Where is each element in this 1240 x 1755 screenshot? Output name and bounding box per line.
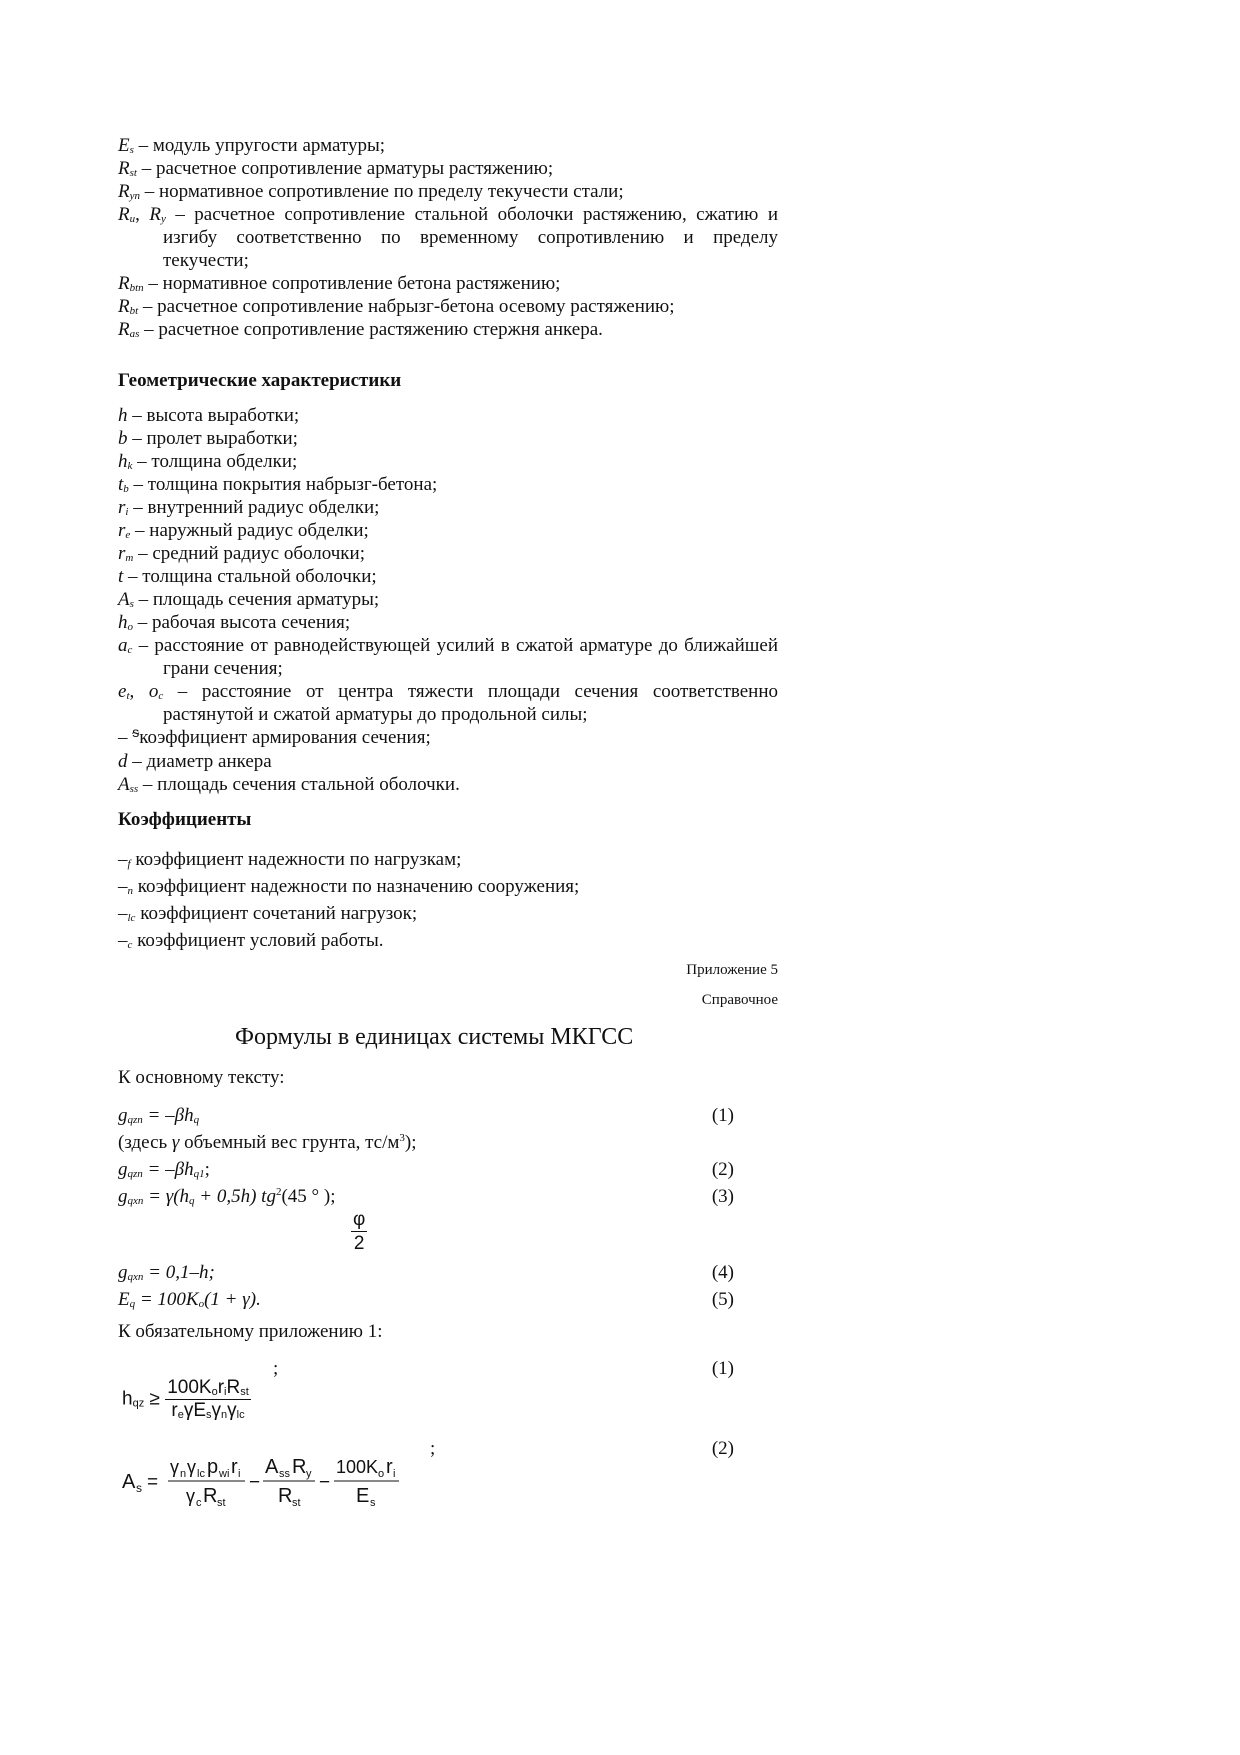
definition: – нормативное сопротивление по пределу текучести стали; xyxy=(140,181,624,202)
formulas-block xyxy=(118,1104,734,1315)
definition: – модуль упругости арматуры; xyxy=(133,135,386,156)
symbol: r xyxy=(118,543,126,564)
formula-number: (1) xyxy=(711,1358,734,1379)
definition: – расчетное сопротивление арматуры растяжению; xyxy=(136,158,554,179)
svg-text:−: − xyxy=(319,1472,331,1493)
subscript: lc xyxy=(127,912,136,924)
list-item xyxy=(118,773,778,796)
formula-number: (3) xyxy=(711,1186,734,1207)
subscript: qzn xyxy=(127,1168,143,1180)
symbol: R xyxy=(118,158,130,179)
formula-line xyxy=(118,1288,734,1315)
symbol: t xyxy=(118,474,124,495)
definition: – расстояние от центра тяжести площади сечения соответственно растянутой и сжатой арматуры до продольной силы; xyxy=(163,681,779,725)
subscript: qxn xyxy=(127,1271,144,1283)
symbol: E xyxy=(118,135,130,156)
list-item xyxy=(118,927,778,954)
definition: – расстояние от равнодействующей усилий в сжатой арматуре до ближайшей грани сечения; xyxy=(132,635,778,679)
note-text: объемный вес грунта, тс/м xyxy=(179,1132,400,1153)
svg-text:p: p xyxy=(207,1456,219,1478)
svg-text:i: i xyxy=(238,1468,241,1480)
formula-tail: + 0,5h) tg xyxy=(194,1186,276,1207)
list-item xyxy=(118,846,778,873)
list-item xyxy=(118,900,778,927)
subscript: c xyxy=(127,644,133,656)
note-text: ); xyxy=(404,1132,417,1153)
subscript: i xyxy=(224,1386,227,1398)
svg-text:r: r xyxy=(231,1456,238,1478)
symbol: R xyxy=(118,204,130,225)
term: r xyxy=(171,1400,178,1421)
list-item xyxy=(118,634,778,680)
svg-text:lc: lc xyxy=(197,1468,205,1480)
formula-lhs: g xyxy=(118,1105,128,1126)
gamma-symbol: γ xyxy=(171,1132,180,1153)
list-item: $R_u$, $R_y$ – расчетное сопротивление стальной оболочки растяжению, сжатию и изгибу соответственно по временному сопротивлению и пределу текучести; xyxy=(118,204,778,271)
definition: – высота выработки; xyxy=(127,405,300,426)
formula-number: (2) xyxy=(711,1159,734,1180)
formula-lhs: g xyxy=(118,1159,128,1180)
svg-text:R: R xyxy=(203,1485,218,1507)
svg-text:wi: wi xyxy=(219,1468,230,1480)
subscript: f xyxy=(127,858,131,870)
subscript: k xyxy=(127,460,133,472)
fraction-top: φ xyxy=(353,1209,366,1230)
definition: коэффициент надежности по нагрузкам; xyxy=(130,849,462,870)
list-item xyxy=(118,519,778,542)
symbol: – xyxy=(118,876,128,897)
fraction xyxy=(165,1377,251,1422)
formula-line xyxy=(118,1261,734,1288)
symbol: r xyxy=(118,520,126,541)
formula-lhs: g xyxy=(118,1186,128,1207)
subscript: c xyxy=(127,939,133,951)
subscript: o xyxy=(127,621,133,633)
subscript: bt xyxy=(129,305,139,317)
subscript: s xyxy=(129,144,134,156)
appendix1-formula-2 xyxy=(118,1437,734,1527)
subscript: b xyxy=(123,483,129,495)
subscript: u xyxy=(129,213,136,225)
svg-text:γ: γ xyxy=(187,1457,196,1477)
list-item xyxy=(118,496,778,519)
definition: – внутренний радиус обделки; xyxy=(128,497,380,518)
list-item xyxy=(118,295,778,318)
list-item xyxy=(118,404,778,427)
subscript: t xyxy=(126,690,130,702)
symbol: b xyxy=(118,428,128,449)
geometry-list xyxy=(118,404,778,796)
svg-text:y: y xyxy=(306,1468,312,1480)
svg-text:r: r xyxy=(386,1456,393,1478)
appendix-status: Справочное xyxy=(701,992,778,1008)
symbol: e xyxy=(118,681,127,702)
list-item xyxy=(118,450,778,473)
list-item xyxy=(118,873,778,900)
formula-note xyxy=(118,1131,734,1158)
svg-text:100K: 100K xyxy=(336,1457,379,1477)
svg-text:A: A xyxy=(265,1456,279,1478)
formula-line xyxy=(118,1185,734,1261)
list-item xyxy=(118,157,778,180)
main-text-intro: К основному тексту: xyxy=(118,1067,285,1088)
formula-tail: (45 ° ); xyxy=(281,1186,336,1207)
subscript: qxn xyxy=(127,1195,144,1207)
list-item xyxy=(118,588,778,611)
formula-expression xyxy=(118,1451,458,1513)
term: 100K xyxy=(167,1377,212,1398)
svg-text:R: R xyxy=(278,1485,293,1507)
definition: – расчетное сопротивление растяжению стержня анкера. xyxy=(139,319,603,340)
list-item xyxy=(118,611,778,634)
symbol: h xyxy=(118,451,128,472)
subscript: e xyxy=(177,1409,184,1421)
fraction-bottom: 2 xyxy=(353,1233,365,1254)
subscript: qz xyxy=(132,1397,145,1410)
svg-text:γ: γ xyxy=(170,1457,179,1477)
section-heading-coefficients: Коэффициенты xyxy=(118,809,252,830)
symbol: h xyxy=(118,405,128,426)
formula-tail: (1 + γ). xyxy=(204,1289,261,1310)
svg-text:γ: γ xyxy=(186,1486,195,1506)
definition: – площадь сечения арматуры; xyxy=(133,589,380,610)
list-item xyxy=(118,134,778,157)
svg-text:st: st xyxy=(217,1497,226,1509)
dash: – xyxy=(118,727,133,748)
symbol: h xyxy=(118,612,128,633)
definition: коэффициент надежности по назначению сооружения; xyxy=(133,876,580,897)
subscript: q xyxy=(193,1114,200,1126)
formula-rhs: = 0,1–h; xyxy=(143,1262,215,1283)
symbol: R xyxy=(149,204,161,225)
formula-line xyxy=(118,1158,734,1185)
fraction-top xyxy=(165,1377,251,1400)
subscript: s xyxy=(206,1409,212,1421)
symbol: r xyxy=(118,497,126,518)
definition: – площадь сечения стальной оболочки. xyxy=(138,774,460,795)
symbol: R xyxy=(118,273,130,294)
subscript: o xyxy=(198,1298,205,1310)
semicolon: ; xyxy=(430,1438,436,1459)
definition: – толщина покрытия набрызг-бетона; xyxy=(128,474,438,495)
superscript: 3 xyxy=(399,1132,405,1144)
definition: коэффициент сочетаний нагрузок; xyxy=(135,903,418,924)
symbol: R xyxy=(118,181,130,202)
appendix1-intro: К обязательному приложению 1: xyxy=(118,1321,383,1342)
appendix1-formula-1 xyxy=(118,1357,734,1427)
mu-glyph: ᵴ xyxy=(132,724,140,740)
svg-text:−: − xyxy=(249,1472,261,1493)
subscript: ss xyxy=(129,783,139,795)
symbol: – xyxy=(118,903,128,924)
subscript: o xyxy=(211,1386,218,1398)
list-item xyxy=(118,565,778,588)
list-item xyxy=(118,473,778,496)
subscript: st xyxy=(240,1386,249,1398)
symbol: R xyxy=(118,296,130,317)
coefficients-list xyxy=(118,846,778,954)
term: γ xyxy=(227,1400,237,1421)
svg-text:E: E xyxy=(356,1485,370,1507)
note-text: (здесь xyxy=(118,1132,172,1153)
symbol: d xyxy=(118,751,128,772)
formula-tail: ; xyxy=(204,1159,210,1180)
svg-text:A: A xyxy=(122,1471,136,1493)
svg-text:R: R xyxy=(292,1456,307,1478)
formula-lhs: g xyxy=(118,1262,128,1283)
subscript: n xyxy=(127,885,133,897)
symbol: R xyxy=(118,319,130,340)
svg-text:c: c xyxy=(196,1497,202,1509)
list-item xyxy=(118,542,778,565)
formula-rhs: = 100K xyxy=(135,1289,199,1310)
formula-line xyxy=(118,1104,734,1131)
definition: – наружный радиус обделки; xyxy=(130,520,369,541)
svg-text:st: st xyxy=(292,1497,301,1509)
definition: – диаметр анкера xyxy=(127,751,272,772)
list-item xyxy=(118,180,778,203)
formula-rhs: = –βh xyxy=(142,1105,194,1126)
svg-text:o: o xyxy=(378,1468,385,1480)
definition: – расчетное сопротивление набрызг-бетона осевому растяжению; xyxy=(138,296,675,317)
definition: – нормативное сопротивление бетона растяжению; xyxy=(143,273,561,294)
formula-number: (5) xyxy=(711,1289,734,1310)
svg-text:s: s xyxy=(136,1481,142,1495)
subscript: e xyxy=(125,529,131,541)
formula-number: (1) xyxy=(711,1105,734,1126)
list-item: $e_t$, $o_c$ – расстояние от центра тяжести площади сечения соответственно растянутой и сжатой арматуры до продольной силы; xyxy=(118,681,779,725)
subscript: lc xyxy=(236,1409,245,1421)
subscript: q xyxy=(189,1195,195,1207)
subscript: m xyxy=(125,552,134,564)
svg-text:n: n xyxy=(180,1468,187,1480)
subscript: q1 xyxy=(193,1168,205,1180)
formula-lhs: E xyxy=(118,1289,130,1310)
definition: – толщина обделки; xyxy=(132,451,298,472)
subscript: as xyxy=(129,328,140,340)
phi-fraction xyxy=(351,1208,367,1255)
symbol: t xyxy=(118,566,124,587)
term: R xyxy=(226,1377,241,1398)
subscript: c xyxy=(158,690,164,702)
list-item xyxy=(118,427,778,450)
formula-rhs: = γ(h xyxy=(143,1186,190,1207)
subscript: qzn xyxy=(127,1114,143,1126)
definition: коэффициент армирования сечения; xyxy=(139,727,431,748)
semicolon: ; xyxy=(273,1358,279,1379)
formula-rhs: = –βh xyxy=(142,1159,194,1180)
definition: – рабочая высота сечения; xyxy=(133,612,351,633)
subscript: btn xyxy=(129,282,144,294)
subscript: n xyxy=(221,1409,228,1421)
appendix-label: Приложение 5 xyxy=(686,962,778,978)
list-item xyxy=(118,726,778,750)
definition: – пролет выработки; xyxy=(127,428,298,449)
operator: ≥ xyxy=(144,1388,166,1410)
term: γ xyxy=(211,1400,222,1421)
list-item xyxy=(118,272,778,295)
formula-lhs: h xyxy=(122,1388,133,1410)
definition: – расчетное сопротивление стальной оболочки растяжению, сжатию и изгибу соответственно по временному сопротивлению и пределу текучести; xyxy=(163,204,778,271)
list-item xyxy=(118,318,778,341)
subscript: st xyxy=(129,167,137,179)
section-heading-geometry: Геометрические характеристики xyxy=(118,370,402,391)
formula-expression xyxy=(122,1377,251,1422)
definition: коэффициент условий работы. xyxy=(132,930,384,951)
materials-list xyxy=(118,134,778,341)
svg-text:s: s xyxy=(370,1497,376,1509)
svg-text:=: = xyxy=(147,1472,159,1493)
symbol: – xyxy=(118,849,128,870)
symbol: o xyxy=(148,681,159,702)
symbol: A xyxy=(118,774,130,795)
subscript: yn xyxy=(129,190,140,202)
svg-text:ss: ss xyxy=(279,1468,290,1480)
subscript: y xyxy=(160,213,166,225)
symbol: – xyxy=(118,930,128,951)
symbol: a xyxy=(118,635,128,656)
fraction-bottom xyxy=(165,1400,251,1422)
superscript: 2 xyxy=(275,1186,282,1198)
subscript: s xyxy=(129,598,134,610)
term: r xyxy=(217,1377,225,1398)
formula-number: (2) xyxy=(711,1438,734,1459)
formula-number: (4) xyxy=(711,1262,734,1283)
subscript: i xyxy=(125,506,129,518)
subscript: q xyxy=(129,1298,136,1310)
list-item xyxy=(118,750,778,773)
definition: – средний радиус оболочки; xyxy=(133,543,365,564)
appendix-title: Формулы в единицах системы МКГСС xyxy=(235,1024,634,1050)
term: γE xyxy=(183,1400,207,1421)
definition: – толщина стальной оболочки; xyxy=(123,566,377,587)
symbol: A xyxy=(118,589,130,610)
svg-text:i: i xyxy=(393,1468,396,1480)
